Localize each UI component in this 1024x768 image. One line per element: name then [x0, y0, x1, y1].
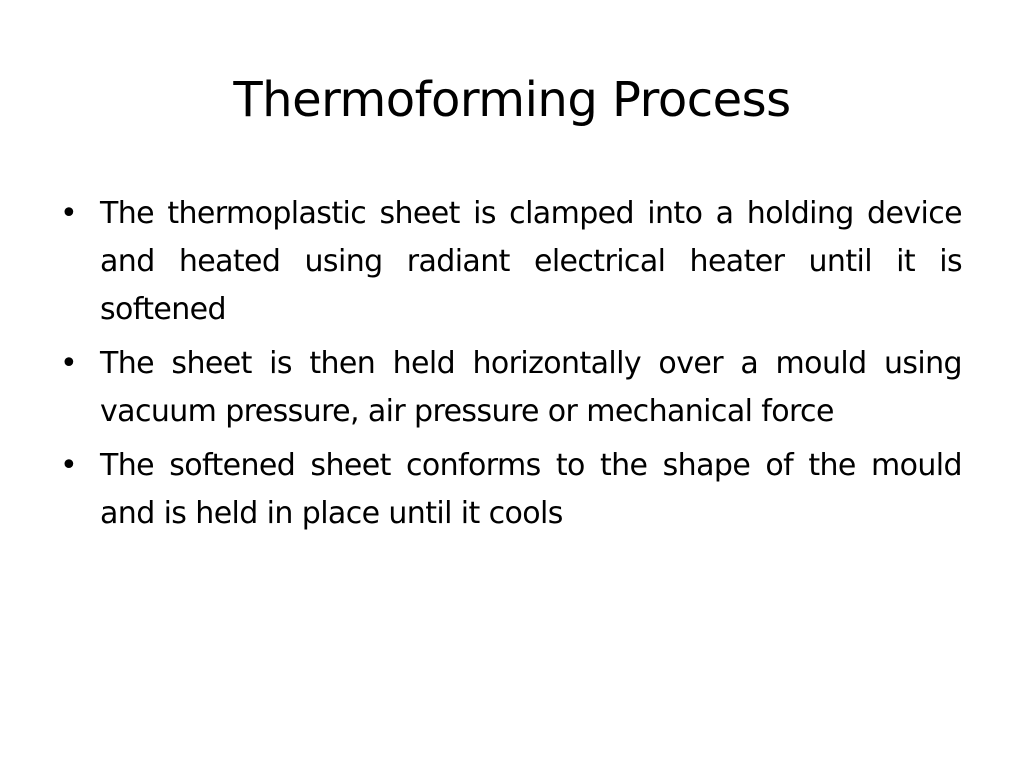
bullet-dot-icon: • — [60, 196, 78, 231]
slide-title: Thermoforming Process — [233, 72, 791, 128]
bullet-text: The thermoplastic sheet is clamped into a holding device and heated using radiant electrical heater until it is softened — [100, 196, 962, 327]
bullet-item — [58, 340, 962, 436]
bullet-list — [58, 190, 962, 544]
bullet-dot-icon: • — [60, 448, 78, 483]
bullet-dot-icon: • — [60, 346, 78, 381]
bullet-text: The sheet is then held horizontally over a mould using vacuum pressure, air pressure or mechanical force — [100, 346, 962, 429]
bullet-item — [58, 442, 962, 538]
bullet-text: The softened sheet conforms to the shape of the mould and is held in place until it cools — [100, 448, 962, 531]
bullet-item — [58, 190, 962, 334]
